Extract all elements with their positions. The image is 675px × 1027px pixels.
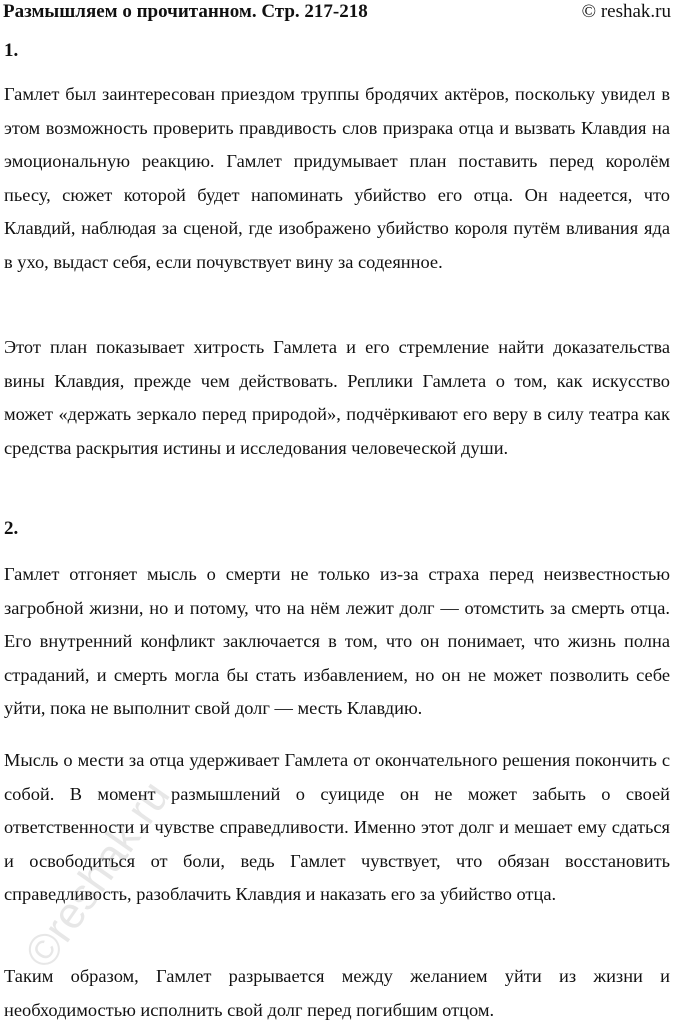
watermark: ©reshak.ru bbox=[15, 772, 180, 978]
paragraph: Мысль о мести за отца удерживает Гамлета от окончательного решения покончить с собой. В момент размышлений о суициде он не может забыть о своей ответственности и чувстве справедливости. Именно этот долг и мешает ему сдаться и освободиться от боли, ведь Гамлет чувствует, что обязан восстановить справедливость, разоблачить Клавдия и наказать его за убийство отца. bbox=[4, 750, 670, 904]
site-credit: © reshak.ru bbox=[581, 1, 671, 22]
section-number: 1. bbox=[4, 40, 19, 61]
paragraph: Гамлет был заинтересован приездом труппы бродячих актёров, поскольку увидел в этом возможность проверить правдивость слов призрака отца и вызвать Клавдия на эмоциональную реакцию. Гамлет придумывает план поставить перед королём пьесу, сюжет которой будет напоминать убийство его отца. Он надеется, что Клавдий, наблюдая за сценой, где изображено убийство короля путём вливания яда в ухо, выдаст себя, если почувствует вину за содеянное. bbox=[4, 84, 670, 272]
page-title: Размышляем о прочитанном. Стр. 217-218 bbox=[3, 1, 368, 22]
paragraph: Гамлет отгоняет мысль о смерти не только из-за страха перед неизвестностью загробной жизни, но и потому, что на нём лежит долг — отомстить за смерть отца. Его внутренний конфликт заключается в том, что он понимает, что жизнь полна страданий, и смерть могла бы стать избавлением, но он не может позволить себе уйти, пока не выполнит свой долг — месть Клавдию. bbox=[4, 564, 670, 718]
page-header bbox=[3, 0, 671, 24]
section-number: 2. bbox=[4, 518, 19, 539]
paragraph: Таким образом, Гамлет разрывается между желанием уйти из жизни и необходимостью исполнить свой долг перед погибшим отцом. bbox=[4, 966, 670, 1020]
paragraph: Этот план показывает хитрость Гамлета и его стремление найти доказательства вины Клавдия, прежде чем действовать. Реплики Гамлета о том, как искусство может «держать зеркало перед природой», подчёркивают его веру в силу театра как средства раскрытия истины и исследования человеческой души. bbox=[4, 337, 670, 458]
